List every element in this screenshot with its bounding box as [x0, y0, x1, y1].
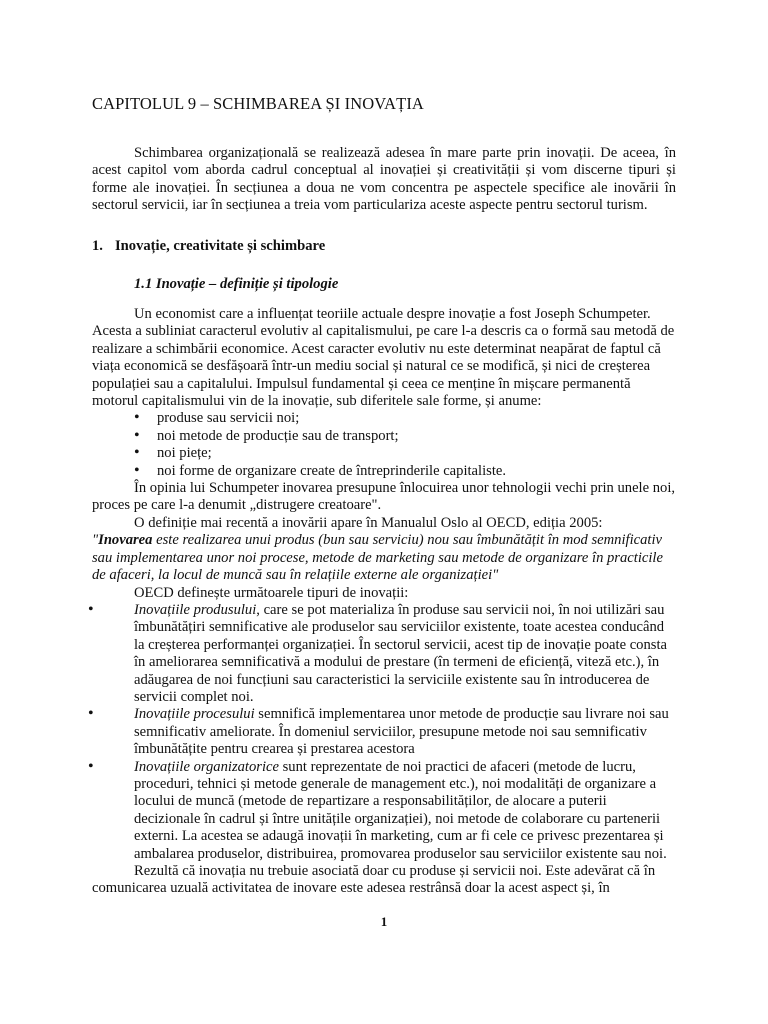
quote-open-mark: "	[92, 532, 99, 549]
oecd-types-paragraph: OECD definește următoarele tipuri de inovații:	[134, 584, 409, 601]
list-item	[92, 706, 676, 758]
type-text: , care se pot materializa în produse sau servicii noi, în noi utilizări sau îmbunătățiri semnificative ale produselor sau serviciilor existente, toate acestea conducând la creșterea performanței organizației. În sectorul servicii, acest tip de inovație poate consta în ameliorarea semnificativă a modului de prestare (în termeni de eficiență, viteză etc.), în adăugarea de noi funcțiuni sau caracteristici la serviciile existente sau în introducerea de servicii complet noi.	[134, 601, 667, 705]
list-item	[92, 759, 676, 863]
type-term: Inovațiile organizatorice	[134, 758, 279, 775]
list-item: • noi forme de organizare create de întreprinderile capitaliste.	[92, 463, 676, 480]
type-term: Inovațiile produsului	[134, 601, 257, 618]
type-term: Inovațiile procesului	[134, 706, 255, 723]
oecd-intro-paragraph: O definiție mai recentă a inovării apare în Manualul Oslo al OECD, ediția 2005:	[134, 514, 603, 531]
intro-paragraph: Schimbarea organizațională se realizează adesea în mare parte prin inovații. De aceea, în acest capitol vom aborda cadrul conceptual al inovației și creativității și vom discerne tipuri și forme ale inovației. În secțiunea a doua ne vom concentra pe aspectele specifice ale inovării în sectorul servicii, iar în secțiunea a treia vom particulariza aceste aspecte pentru sectorul turism.	[92, 145, 676, 214]
quote-term: Inovarea	[98, 532, 153, 549]
page-number: 1	[380, 914, 388, 929]
chapter-title: CAPITOLUL 9 – SCHIMBAREA ȘI INOVAȚIA	[92, 94, 424, 113]
section-number: 1.	[92, 238, 103, 254]
definition-quote	[92, 532, 676, 584]
schumpeter-paragraph: Un economist care a influențat teoriile actuale despre inovație a fost Joseph Schumpeter. Acesta a subliniat caracterul evolutiv al capitalismului, pe care l-a descris ca o formă sau metodă de realizare a schimbării economice. Acest caracter evolutiv nu este determinat neapărat de faptul că viața economică se desfășoară într-un mediu social și natural ce se modifică, și nici de creșterea populației sau a capitalului. Impulsul fundamental și ceea ce menține în mișcare permanentă motorul capitalismului vin de la inovație, sub diferitele sale forme, și anume:	[92, 306, 675, 410]
opinion-paragraph: În opinia lui Schumpeter inovarea presupune înlocuirea unor tehnologii vechi prin unele noi, proces pe care l-a denumit „distrugere creatoare".	[92, 480, 676, 514]
subsection-heading: 1.1 Inovație – definiție și tipologie	[134, 276, 339, 292]
section-heading	[92, 238, 325, 255]
list-item: • noi metode de producție sau de transport;	[92, 428, 676, 445]
list-item	[92, 602, 676, 706]
type-text: semnifică implementarea unor metode de producție sau livrare noi sau semnificativ ameliorate. În domeniul serviciilor, presupune metode noi sau semnificativ îmbunătățite pentru crearea și prestarea acestora	[134, 706, 669, 758]
main-text	[92, 306, 676, 898]
quote-text: este realizarea unui produs (bun sau serviciu) nou sau îmbunătățit în mod semnificativ sau implementarea unor noi procese, metode de marketing sau metode de organizare în practicile de afaceri, la locul de muncă sau în relațiile externe ale organizației"	[92, 532, 663, 584]
list-item: • produse sau servicii noi;	[92, 410, 676, 427]
section-title: Inovație, creativitate și schimbare	[115, 238, 326, 254]
list-item: • noi piețe;	[92, 445, 676, 462]
innovation-forms-list	[92, 410, 676, 480]
type-text: sunt reprezentate de noi practici de afaceri (metode de lucru, proceduri, tehnici și metode generale de management etc.), noi modalități de organizare a locului de muncă (metode de repartizare a responsabilităților, de alocare a puterii decizionale în cadrul și între unitățile organizației), noi metode de colaborare cu partenerii externi. La acestea se adaugă inovații în marketing, cum ar fi cele ce privesc prezentarea și ambalarea produselor, distribuirea, promovarea produselor sau serviciilor existente sau noi.	[134, 758, 667, 862]
innovation-types-list	[92, 602, 676, 863]
result-paragraph: Rezultă că inovația nu trebuie asociată doar cu produse și servicii noi. Este adevărat că în comunicarea uzuală activitatea de inovare este adesea restrânsă doar la acest aspect și, în	[92, 863, 656, 897]
